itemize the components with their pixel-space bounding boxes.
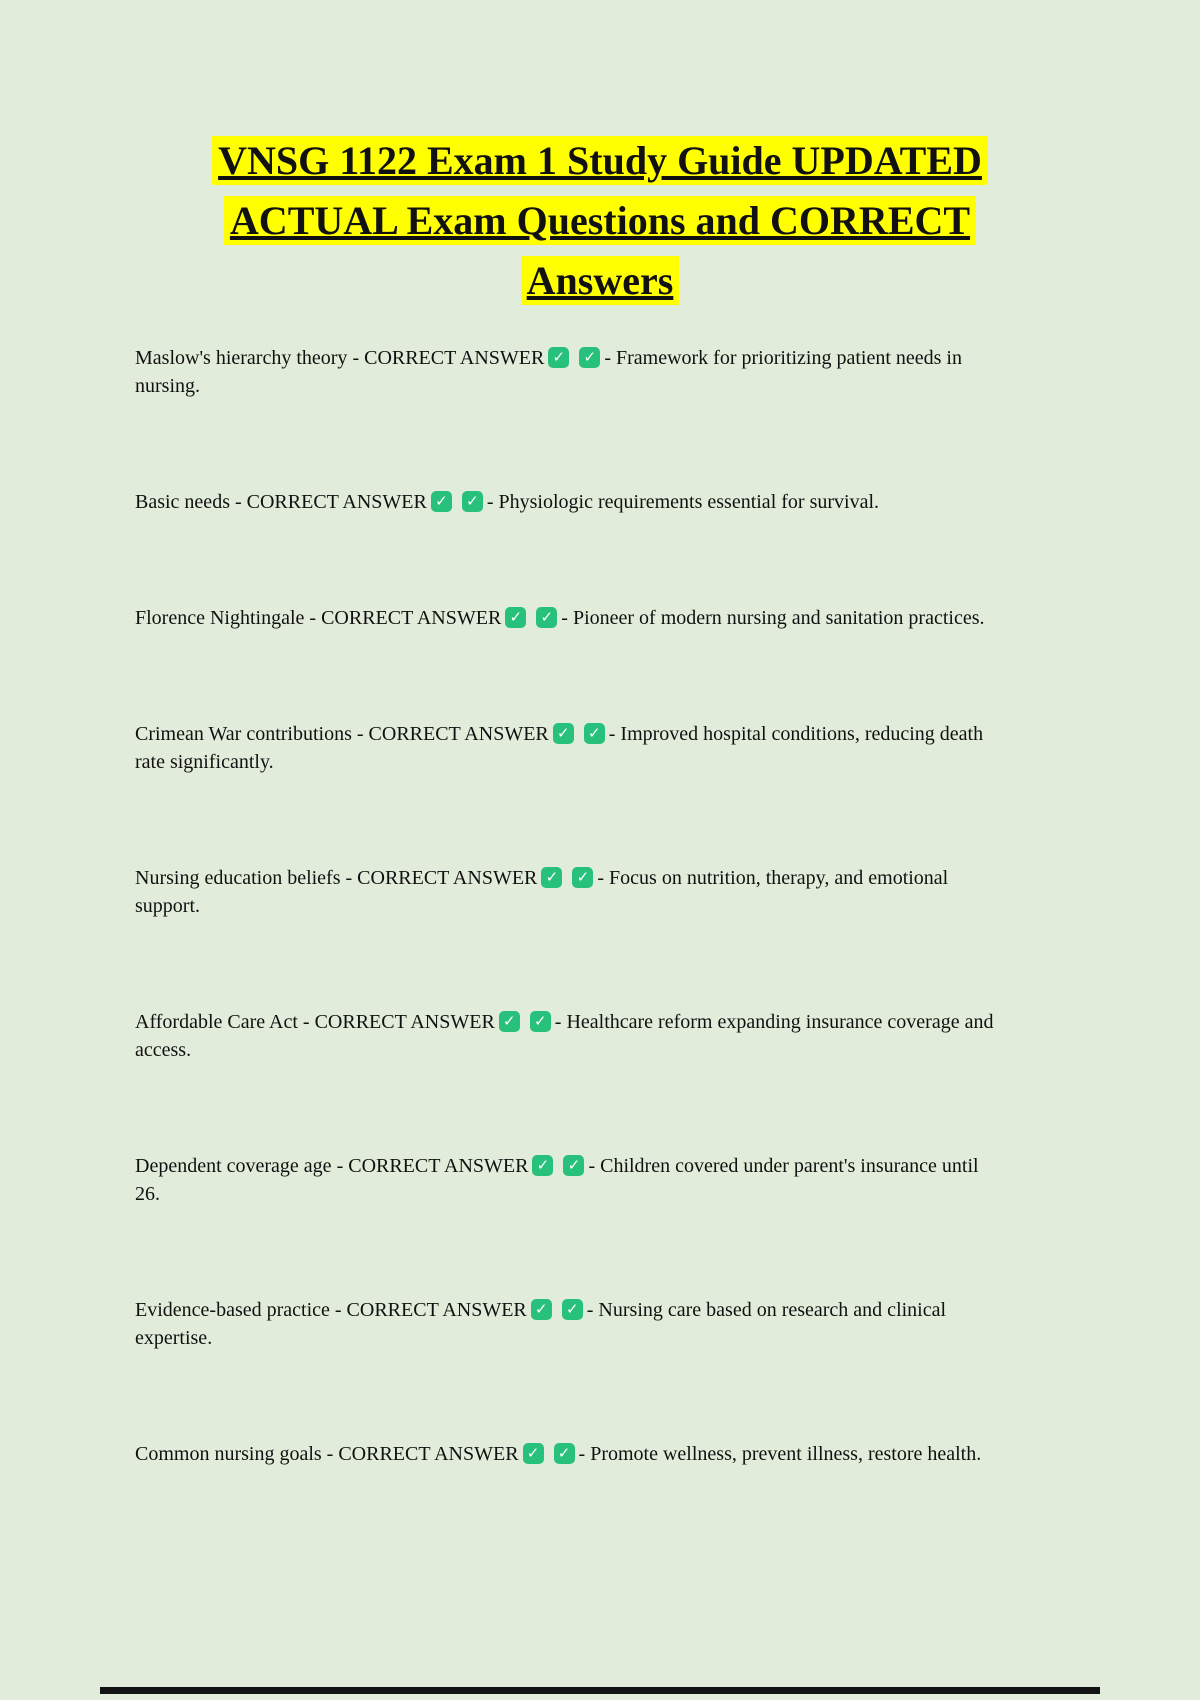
correct-answer-label: - CORRECT ANSWER: [334, 1299, 527, 1321]
check-icon: [462, 491, 483, 512]
qa-item: [135, 604, 995, 632]
qa-answer: - Improved hospital conditions, reducing death rate significantly.: [135, 723, 984, 773]
check-icon: [572, 867, 593, 888]
qa-answer: - Framework for prioritizing patient needs in nursing.: [135, 347, 962, 397]
page-title-line-1: VNSG 1122 Exam 1 Study Guide UPDATED: [212, 136, 988, 185]
qa-term: Affordable Care Act: [135, 1011, 298, 1033]
correct-answer-label: - CORRECT ANSWER: [345, 867, 538, 889]
check-icon: [541, 867, 562, 888]
qa-term: Nursing education beliefs: [135, 867, 341, 889]
page-title-line-3: Answers: [521, 256, 680, 305]
qa-item: [135, 864, 995, 920]
check-icon: [499, 1011, 520, 1032]
qa-term: Dependent coverage age: [135, 1155, 332, 1177]
qa-item: [135, 1008, 995, 1064]
check-icon: [505, 607, 526, 628]
page-title: [0, 0, 1200, 310]
check-icon: [548, 347, 569, 368]
qa-term: Evidence-based practice: [135, 1299, 330, 1321]
qa-term: Florence Nightingale: [135, 607, 305, 629]
check-icon: [563, 1155, 584, 1176]
check-icon: [431, 491, 452, 512]
correct-answer-label: - CORRECT ANSWER: [326, 1443, 519, 1465]
check-icon: [562, 1299, 583, 1320]
qa-answer: - Nursing care based on research and clinical expertise.: [135, 1299, 947, 1349]
qa-item: [135, 344, 995, 400]
qa-answer: - Promote wellness, prevent illness, restore health.: [578, 1443, 982, 1465]
correct-answer-label: - CORRECT ANSWER: [234, 491, 427, 513]
qa-item: [135, 1440, 995, 1468]
check-icon: [531, 1299, 552, 1320]
qa-answer: - Healthcare reform expanding insurance coverage and access.: [135, 1011, 994, 1061]
check-icon: [554, 1443, 575, 1464]
qa-term: Basic needs: [135, 491, 230, 513]
next-page-edge: [100, 1687, 1100, 1694]
qa-term: Common nursing goals: [135, 1443, 322, 1465]
correct-answer-label: - CORRECT ANSWER: [352, 347, 545, 369]
check-icon: [536, 607, 557, 628]
qa-item: [135, 1296, 995, 1352]
qa-term: Maslow's hierarchy theory: [135, 347, 348, 369]
qa-list: [0, 344, 995, 1468]
qa-item: [135, 488, 995, 516]
correct-answer-label: - CORRECT ANSWER: [302, 1011, 495, 1033]
page-title-line-2: ACTUAL Exam Questions and CORRECT: [224, 196, 976, 245]
qa-answer: - Focus on nutrition, therapy, and emotional support.: [135, 867, 949, 917]
qa-answer: - Children covered under parent's insurance until 26.: [135, 1155, 979, 1205]
check-icon: [553, 723, 574, 744]
qa-answer: - Physiologic requirements essential for survival.: [486, 491, 879, 513]
qa-item: [135, 1152, 995, 1208]
qa-item: [135, 720, 995, 776]
check-icon: [523, 1443, 544, 1464]
correct-answer-label: - CORRECT ANSWER: [356, 723, 549, 745]
check-icon: [579, 347, 600, 368]
check-icon: [584, 723, 605, 744]
check-icon: [530, 1011, 551, 1032]
correct-answer-label: - CORRECT ANSWER: [309, 607, 502, 629]
qa-term: Crimean War contributions: [135, 723, 352, 745]
correct-answer-label: - CORRECT ANSWER: [336, 1155, 529, 1177]
check-icon: [532, 1155, 553, 1176]
qa-answer: - Pioneer of modern nursing and sanitation practices.: [561, 607, 985, 629]
